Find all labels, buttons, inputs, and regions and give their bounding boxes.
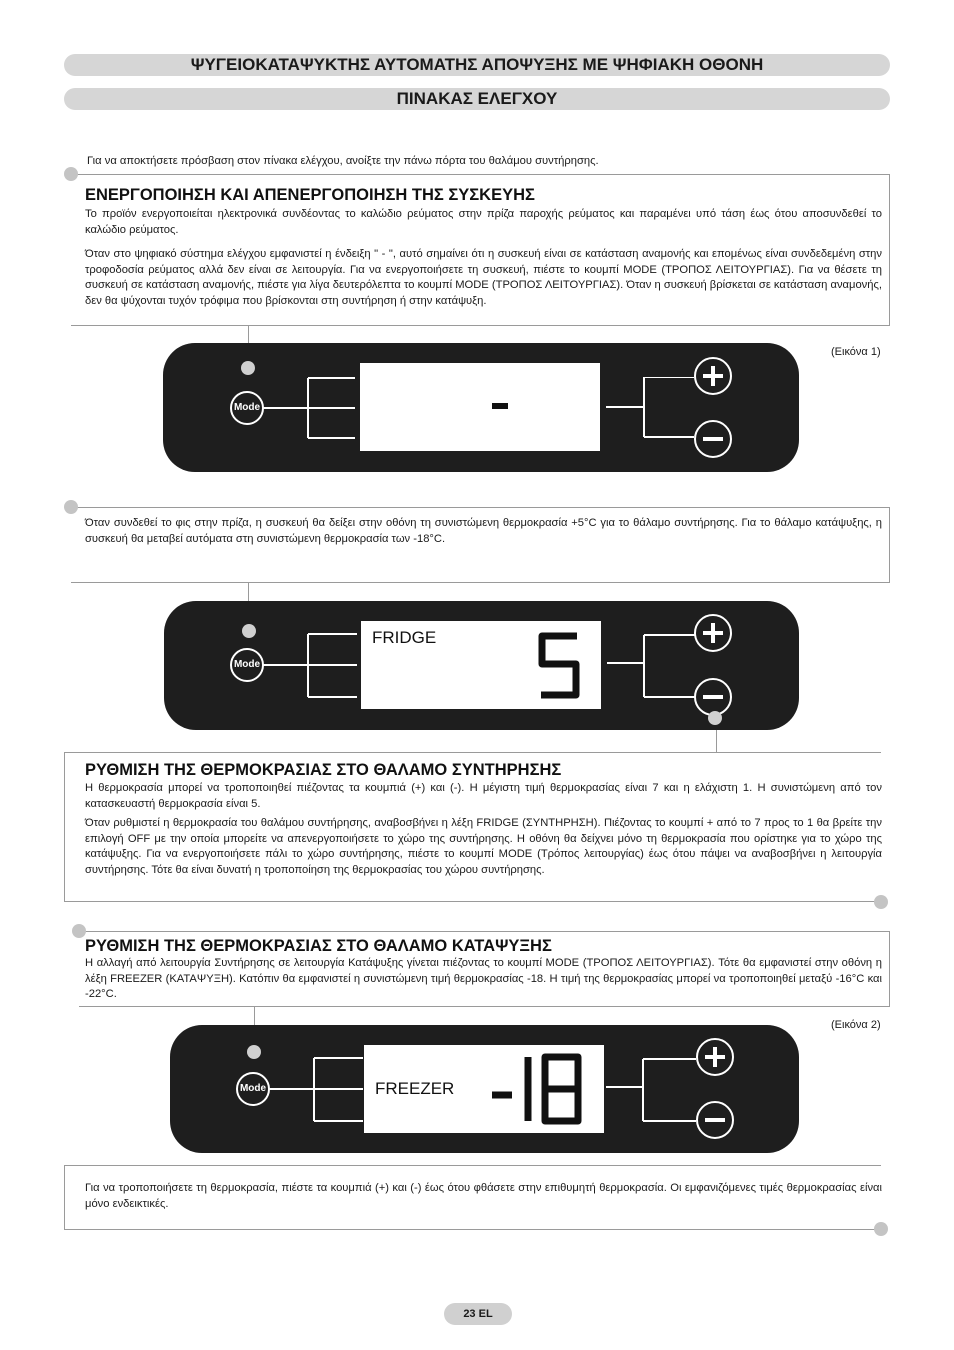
callout-marker: [242, 624, 256, 638]
minus-button[interactable]: [694, 420, 732, 458]
mode-button[interactable]: Mode: [230, 391, 264, 425]
section3-marker: [874, 895, 888, 909]
fridge-temp-digit: [536, 631, 582, 701]
section1-heading: ΕΝΕΡΓΟΠΟΙΗΣΗ ΚΑΙ ΑΠΕΝΕΡΓΟΠΟΙΗΣΗ ΤΗΣ ΣΥΣΚΕΥΗΣ: [85, 186, 535, 204]
section3-paragraph2: Όταν ρυθμιστεί η θερμοκρασία του θαλάμου συντήρησης, αναβοσβήνει η λέξη FRIDGE (ΣΥΝΤΗΡΗΣΗ). Πιέζοντας το κουμπί + από το 7 προς το 1 θα βρείτε την επιλογή OFF με την οποία μπορείτε να απενεργοποιήσετε το χώρο της συντήρησης. Η οθόνη θα δείχνει μόνο τη θερμοκρασία που ορίστηκε για το χώρο της κατάψυξης. Για να ενεργοποιήσετε πάλι το χώρο συντήρησης, πιέστε το κουμπί MODE (Τρόπος λειτουργίας) έως ότου πάψει να αναβοσβήνει η λειτουργία συντήρησης. Τότε θα είναι δυνατή η τροποποίηση της θερμοκρασίας του χώρου συντήρησης.: [85, 817, 882, 876]
mode-connector-lines: [263, 373, 359, 443]
control-panel-fridge: [164, 601, 799, 730]
display-screen: [360, 363, 600, 451]
fridge-label: FRIDGE: [372, 628, 437, 647]
control-panel-freezer: [170, 1025, 799, 1153]
section4-marker: [72, 924, 86, 938]
temp-connector-lines: [606, 1057, 698, 1123]
page-number: 23 EL: [444, 1303, 512, 1325]
display-screen: [361, 621, 601, 709]
plus-icon: [698, 1040, 732, 1074]
callout-marker: [247, 1045, 261, 1059]
section5-paragraph1: Για να τροποποιήσετε τη θερμοκρασία, πιέστε τα κουμπιά (+) και (-) έως ότου φθάσετε στην επιθυμητή θερμοκρασία. Οι εμφανιζόμενες τιμές θερμοκρασίας είναι μόνο ενδεικτικές.: [85, 1182, 882, 1210]
mode-connector-lines: [269, 1055, 365, 1125]
plus-button[interactable]: [696, 1038, 734, 1076]
mode-connector-lines: [263, 631, 359, 701]
section1-marker: [64, 167, 78, 181]
temp-connector-lines: [606, 377, 696, 439]
section2-marker: [64, 500, 78, 514]
section3-paragraph1: Η θερμοκρασία μπορεί να τροποποιηθεί πιέζοντας τα κουμπιά (+) και (-). Η μέγιστη τιμή θερμοκρασίας είναι 7 και η ελάχιστη 1. Η συνιστώμενη από τον κατασκευαστή θερμοκρασία είναι 5.: [85, 782, 882, 810]
plus-icon: [696, 616, 730, 650]
minus-icon: [696, 680, 730, 714]
section3-heading: ΡΥΘΜΙΣΗ ΤΗΣ ΘΕΡΜΟΚΡΑΣΙΑΣ ΣΤΟ ΘΑΛΑΜΟ ΣΥΝΤΗΡΗΣΗΣ: [85, 761, 562, 779]
section1-paragraph1: Το προϊόν ενεργοποιείται ηλεκτρονικά συνδέοντας το καλώδιο ρεύματος στην πρίζα παροχής ρεύματος και παραμένει υπό τάση έως ότου αποσυνδεθεί το καλώδιο ρεύματος.: [85, 208, 882, 236]
display-screen: [364, 1045, 604, 1133]
callout-marker: [241, 361, 255, 375]
plus-button[interactable]: [694, 614, 732, 652]
plus-icon: [696, 359, 730, 393]
page-subtitle: ΠΙΝΑΚΑΣ ΕΛΕΓΧΟΥ: [64, 88, 890, 110]
mode-button[interactable]: Mode: [230, 648, 264, 682]
section4-heading: ΡΥΘΜΙΣΗ ΤΗΣ ΘΕΡΜΟΚΡΑΣΙΑΣ ΣΤΟ ΘΑΛΑΜΟ ΚΑΤΑΨΥΞΗΣ: [85, 937, 552, 955]
figure3-caption: (Εικόνα 2): [831, 1019, 881, 1031]
minus-icon: [696, 422, 730, 456]
standby-dash: [492, 403, 508, 409]
section5-marker: [874, 1222, 888, 1236]
minus-button[interactable]: [696, 1101, 734, 1139]
section4-paragraph1: Η αλλαγή από λειτουργία Συντήρησης σε λειτουργία Κατάψυξης γίνεται πιέζοντας το κουμπί MODE (ΤΡΟΠΟΣ ΛΕΙΤΟΥΡΓΙΑΣ). Τότε θα εμφανιστεί στην οθόνη η λέξη FREEZER (ΚΑΤΑΨΥΞΗ). Κατόπιν θα εμφανιστεί η συνιστώμενη τιμή θερμοκρασίας -18. Η τιμή της θερμοκρασίας μπορεί να τροποποιηθεί μεταξύ -16°C και -22°C.: [85, 957, 882, 1000]
callout-marker: [708, 711, 722, 725]
section1-paragraph2: Όταν στο ψηφιακό σύστημα ελέγχου εμφανιστεί η ένδειξη " - ", αυτό σημαίνει ότι η συσκευή είναι σε κατάσταση αναμονής και επομένως είναι συνδεδεμένη στην τροφοδοσία ρεύματος αλλά δεν είναι σε λειτουργία. Για να ενεργοποιήσετε τη συσκευή, πιέστε το κουμπί MODE (ΤΡΟΠΟΣ ΛΕΙΤΟΥΡΓΙΑΣ). Για να θέσετε τη συσκευή σε κατάσταση αναμονής, πιέστε για λίγα δευτερόλεπτα το κουμπί MODE (ΤΡΟΠΟΣ ΛΕΙΤΟΥΡΓΙΑΣ). Όταν η συσκευή βρίσκεται σε κατάσταση αναμονής, δεν θα ψύχονται τυχόν τρόφιμα που βρίσκονται στη συντήρηση ή στην κατάψυξη.: [85, 248, 882, 307]
intro-text: Για να αποκτήσετε πρόσβαση στον πίνακα ελέγχου, ανοίξτε την πάνω πόρτα του θαλάμου συντήρησης.: [87, 155, 599, 167]
freezer-temp-digits: [490, 1053, 590, 1127]
freezer-label: FREEZER: [375, 1079, 455, 1098]
page-title: ΨΥΓΕΙΟΚΑΤΑΨΥΚΤΗΣ ΑΥΤΟΜΑΤΗΣ ΑΠΟΨΥΞΗΣ ΜΕ ΨΗΦΙΑΚΗ ΟΘΟΝΗ: [64, 54, 890, 76]
minus-icon: [698, 1103, 732, 1137]
section2-paragraph1: Όταν συνδεθεί το φις στην πρίζα, η συσκευή θα δείξει στην οθόνη τη συνιστώμενη θερμοκρασία +5°C για το θάλαμο συντήρησης. Για το θάλαμο κατάψυξης, η συσκευή θα μεταβεί αυτόματα στη συνιστώμενη θερμοκρασία των -18°C.: [85, 517, 882, 545]
control-panel-standby: [163, 343, 799, 472]
temp-connector-lines: [607, 633, 699, 699]
figure1-caption: (Εικόνα 1): [831, 346, 881, 358]
mode-button[interactable]: Mode: [236, 1072, 270, 1106]
connector-line: [716, 730, 717, 752]
plus-button[interactable]: [694, 357, 732, 395]
